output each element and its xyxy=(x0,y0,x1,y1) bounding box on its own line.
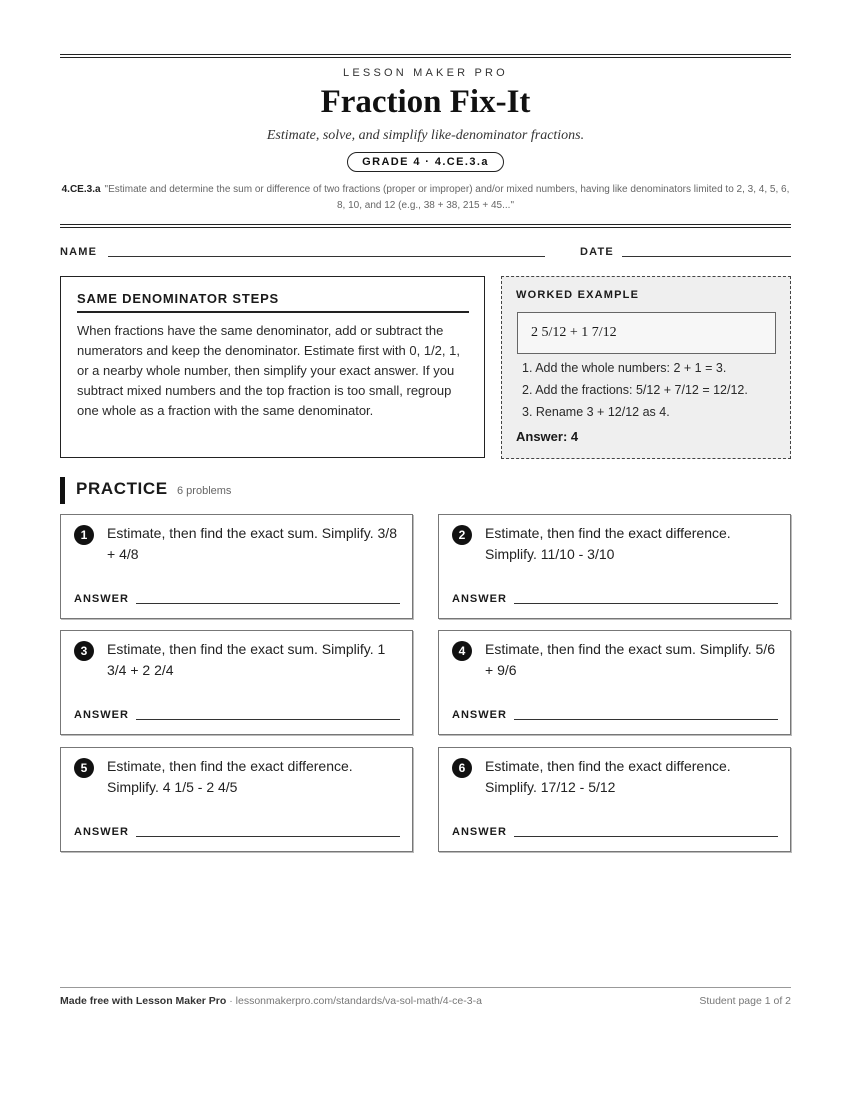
name-field[interactable] xyxy=(108,256,545,257)
problem-number-badge: 5 xyxy=(74,758,94,778)
date-field[interactable] xyxy=(622,256,791,257)
grade-badge-wrap xyxy=(60,152,791,172)
practice-count: 6 problems xyxy=(177,485,232,497)
brand-name: LESSON MAKER PRO xyxy=(343,67,508,79)
answer-label: ANSWER xyxy=(74,593,129,605)
answer-label: ANSWER xyxy=(452,593,507,605)
problem-text: Estimate, then find the exact difference. Simplify. 4 1/5 - 2 4/5 xyxy=(107,758,353,795)
footer-rule xyxy=(60,987,791,988)
answer-label: ANSWER xyxy=(74,709,129,721)
worked-example-problem: 2 5/12 + 1 7/12 xyxy=(517,312,776,354)
answer-field[interactable] xyxy=(136,719,400,720)
worked-example-steps xyxy=(522,357,748,423)
problem-text: Estimate, then find the exact sum. Simplify. 5/6 + 9/6 xyxy=(485,641,775,678)
page-title: Fraction Fix-It xyxy=(320,84,531,120)
steps-heading: SAME DENOMINATOR STEPS xyxy=(77,291,469,313)
answer-field[interactable] xyxy=(514,836,778,837)
problem-text: Estimate, then find the exact difference. Simplify. 11/10 - 3/10 xyxy=(485,525,731,562)
problem-card-2 xyxy=(438,514,791,619)
footer-page-number: Student page 1 of 2 xyxy=(699,995,791,1007)
footer-url[interactable]: · lessonmakerpro.com/standards/va-sol-math/4-ce-3-a xyxy=(226,995,482,1007)
practice-accent-bar xyxy=(60,477,65,504)
worked-example-answer: Answer: 4 xyxy=(516,429,579,444)
standard-text: "Estimate and determine the sum or difference of two fractions (proper or improper) and/or mixed numbers, having like denominators limited to 2, 3, 4, 5, 6, 8, 10, and 12 (e.g., 38 + 38, 215 + 45..." xyxy=(104,184,790,211)
answer-label: ANSWER xyxy=(452,826,507,838)
page-subtitle: Estimate, solve, and simplify like-denominator fractions. xyxy=(266,128,585,143)
answer-label: ANSWER xyxy=(74,826,129,838)
steps-box xyxy=(60,276,485,458)
problem-number-badge: 3 xyxy=(74,641,94,661)
worked-step: 2. Add the fractions: 5/12 + 7/12 = 12/12. xyxy=(522,383,748,397)
problem-card-1 xyxy=(60,514,413,619)
answer-field[interactable] xyxy=(514,603,778,604)
problem-card-4 xyxy=(438,630,791,735)
standard-code: 4.CE.3.a xyxy=(61,184,101,195)
date-label: DATE xyxy=(580,246,614,258)
practice-heading: PRACTICE xyxy=(76,479,168,498)
grade-badge: GRADE 4 · 4.CE.3.a xyxy=(347,152,504,172)
problem-number-badge: 6 xyxy=(452,758,472,778)
standard-description xyxy=(60,182,791,214)
answer-field[interactable] xyxy=(136,836,400,837)
answer-label: ANSWER xyxy=(452,709,507,721)
header-top-rule xyxy=(60,54,791,58)
problem-number-badge: 2 xyxy=(452,525,472,545)
problem-card-5 xyxy=(60,747,413,852)
problem-number-badge: 4 xyxy=(452,641,472,661)
answer-field[interactable] xyxy=(136,603,400,604)
problem-card-6 xyxy=(438,747,791,852)
problem-text: Estimate, then find the exact difference. Simplify. 17/12 - 5/12 xyxy=(485,758,731,795)
footer-credit xyxy=(60,995,482,1007)
problem-number-badge: 1 xyxy=(74,525,94,545)
name-label: NAME xyxy=(60,246,98,258)
worked-example-heading: WORKED EXAMPLE xyxy=(516,289,640,301)
problem-card-3 xyxy=(60,630,413,735)
worked-step: 3. Rename 3 + 12/12 as 4. xyxy=(522,405,670,419)
problem-text: Estimate, then find the exact sum. Simplify. 3/8 + 4/8 xyxy=(107,525,397,562)
footer-made-with: Made free with Lesson Maker Pro xyxy=(60,995,227,1007)
problem-text: Estimate, then find the exact sum. Simplify. 1 3/4 + 2 2/4 xyxy=(107,641,386,678)
answer-field[interactable] xyxy=(514,719,778,720)
header-bottom-rule xyxy=(60,224,791,228)
worked-step: 1. Add the whole numbers: 2 + 1 = 3. xyxy=(522,361,727,375)
worked-example-box xyxy=(501,276,791,459)
steps-text: When fractions have the same denominator, add or subtract the numerators and keep the denominator. Estimate first with 0, 1/2, 1, or a nearby whole number, then simplify your exact answer. If you subtract mixed numbers and the top fraction is too small, regroup one whole as a fraction with the same denominator. xyxy=(77,323,460,418)
